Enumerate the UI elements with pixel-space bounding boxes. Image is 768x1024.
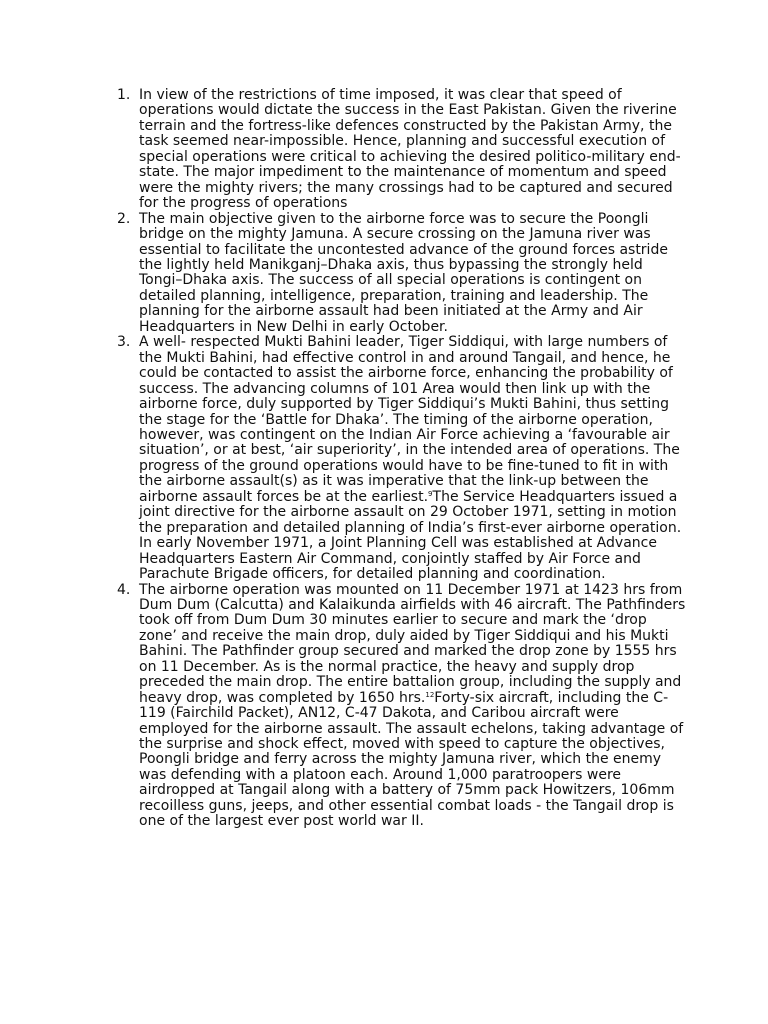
list-number: 2. (117, 210, 131, 227)
list-item-4 (106, 583, 686, 830)
text-after-footnote: The Service Headquarters issued a joint directive for the airborne assault on 29 October 1971, setting in motion the preparation and detailed planning of India’s first-ever airborne operation. In early November 1971, a Joint Planning Cell was established at Advance Headquarters Eastern Air Command, conjointly staffed by Air Force and Parachute Brigade officers, for detailed planning and coordination. (139, 488, 682, 583)
list-item-3 (106, 335, 686, 582)
text-before-footnote: A well- respected Mukti Bahini leader, Tiger Siddiqui, with large numbers of the Mukti Bahini, had effective control in and around Tangail, and hence, he could be contacted to assist the airborne force, enhancing the probability of success. The advancing columns of 101 Area would then link up with the airborne force, duly supported by Tiger Siddiqui’s Mukti Bahini, thus setting the stage for the ‘Battle for Dhaka’. The timing of the airborne operation, however, was contingent on the Indian Air Force achieving a ‘favourable air situation’, or at best, ‘air superiority’, in the intended area of operations. The progress of the ground operations would have to be fine-tuned to fit in with the airborne assault(s) as it was imperative that the link-up between the airborne assault forces be at the earliest. (139, 334, 680, 505)
paragraph-text (139, 335, 686, 582)
list-item-1 (106, 88, 686, 212)
list-number: 3. (117, 334, 131, 351)
numbered-list (106, 88, 686, 830)
footnote-marker: 12 (425, 690, 435, 699)
paragraph-text: In view of the restrictions of time imposed, it was clear that speed of operations would dictate the success in the East Pakistan. Given the riverine terrain and the fortress-like defences constructed by the Pakistan Army, the task seemed near-impossible. Hence, planning and successful execution of special operations were critical to achieving the desired politico-military end-state. The major impediment to the maintenance of momentum and speed were the mighty rivers; the many crossings had to be captured and secured for the progress of operations (139, 87, 681, 212)
text-before-footnote: The airborne operation was mounted on 11 December 1971 at 1423 hrs from Dum Dum (Calcutta) and Kalaikunda airfields with 46 aircraft. The Pathfinders took off from Dum Dum 30 minutes earlier to secure and mark the ‘drop zone’ and receive the main drop, duly aided by Tiger Siddiqui and his Mukti Bahini. The Pathfinder group secured and marked the drop zone by 1555 hrs on 11 December. As is the normal practice, the heavy and supply drop preceded the main drop. The entire battalion group, including the supply and heavy drop, was completed by 1650 hrs. (139, 581, 686, 706)
list-number: 4. (117, 581, 131, 598)
list-item-2 (106, 212, 686, 336)
paragraph-text: The main objective given to the airborne force was to secure the Poongli bridge on the mighty Jamuna. A secure crossing on the Jamuna river was essential to facilitate the uncontested advance of the ground forces astride the lightly held Manikganj–Dhaka axis, thus bypassing the strongly held Tongi–Dhaka axis. The success of all special operations is contingent on detailed planning, intelligence, preparation, training and leadership. The planning for the airborne assault had been initiated at the Army and Air Headquarters in New Delhi in early October. (139, 210, 668, 335)
list-number: 1. (117, 87, 131, 103)
paragraph-text (139, 583, 686, 830)
text-after-footnote: Forty-six aircraft, including the C-119 (Fairchild Packet), AN12, C-47 Dakota, and Caribou aircraft were employed for the airborne assault. The assault echelons, taking advantage of the surprise and shock effect, moved with speed to capture the objectives, Poongli bridge and ferry across the mighty Jamuna river, which the enemy was defending with a platoon each. Around 1,000 paratroopers were airdropped at Tangail along with a battery of 75mm pack Howitzers, 106mm recoilless guns, jeeps, and other essential combat loads - the Tangail drop is one of the largest ever post world war II. (139, 689, 684, 830)
footnote-marker: 9 (428, 489, 433, 498)
